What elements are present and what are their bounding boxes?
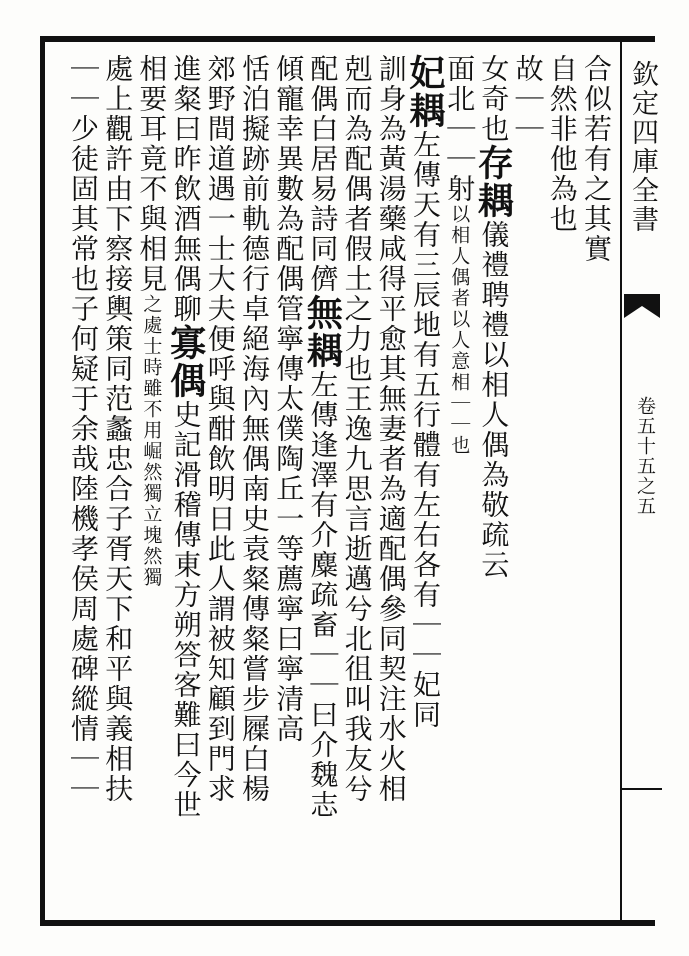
text-segment: 面北｜｜射 (443, 54, 477, 204)
text-segment: 郊野間道遇一士大夫便呼與酣飲明日此人謂被知顧到門求 (203, 54, 237, 804)
text-segment: 故｜｜ (511, 54, 545, 144)
text-segment: 史記滑稽傳東方朔答客難曰今世 (169, 400, 203, 820)
text-column (301, 54, 344, 910)
text-column (164, 54, 207, 910)
text-segment: 剋而為配偶者假土之力也王逸九思言逝邁兮北徂叫我友兮 (340, 54, 374, 804)
text-segment: 進粲曰昨飲酒無偶聊 (169, 54, 203, 324)
text-column (578, 54, 614, 910)
margin-rule (622, 788, 662, 790)
text-segment: 以相人偶者以人意相｜｜也 (448, 204, 471, 456)
entry-heading: 寡偶 (164, 324, 207, 400)
text-column (404, 54, 446, 910)
text-column (472, 54, 515, 910)
text-segment: 女奇也 (477, 54, 511, 144)
text-segment: 左傳逢澤有介麋疏畜｜｜曰介魏志 (306, 370, 340, 820)
text-column (236, 54, 272, 910)
entry-heading: 妃耦 (404, 54, 446, 130)
entry-heading: 存耦 (472, 144, 515, 220)
text-segment: 恬泊擬跡前軌德行卓絕海內無偶南史袁粲傳粲嘗步屧白楊 (238, 54, 271, 804)
text-segment: 左傳天有三辰地有五行體有左右各有｜｜妃同 (409, 130, 442, 730)
text-column (441, 54, 477, 910)
text-segment: 之處士時雖不用崛然獨立塊然獨 (140, 294, 163, 588)
text-column (510, 54, 546, 910)
margin-title: 欽定四庫全書 (627, 60, 658, 234)
text-segment: 相要耳竟不與相見 (135, 54, 169, 294)
text-column (133, 54, 169, 910)
text-column (65, 54, 101, 910)
text-column (202, 54, 238, 910)
text-segment: 自然非他為也 (545, 54, 579, 234)
volume-label: 卷五十五之五 (634, 396, 656, 516)
fish-tail-icon (622, 292, 662, 320)
entry-heading: 無耦 (301, 294, 344, 370)
text-segment: ｜｜少徒固其常也子何疑于余哉陸機孝侯周處碑縱情｜｜ (67, 54, 100, 804)
text-column (373, 54, 409, 910)
text-segment: 訓身為黃湯藥咸得平愈其無妻者為適配偶參同契注水火相 (374, 54, 408, 804)
text-segment: 傾寵幸異數為配偶管寧傳太僕陶丘一等薦寧曰寧清高 (272, 54, 306, 744)
text-column (544, 54, 580, 910)
text-segment: 儀禮聘禮以相人偶為敬疏云 (477, 220, 511, 580)
text-segment: 處上觀許由下察接輿策同范蠡忠合子胥天下和平與義相扶 (101, 54, 135, 804)
text-column (270, 54, 306, 910)
text-segment: 合似若有之其實 (580, 54, 613, 264)
text-column (339, 54, 375, 910)
text-column (99, 54, 135, 910)
text-segment: 配偶白居易詩同儕 (306, 54, 340, 294)
